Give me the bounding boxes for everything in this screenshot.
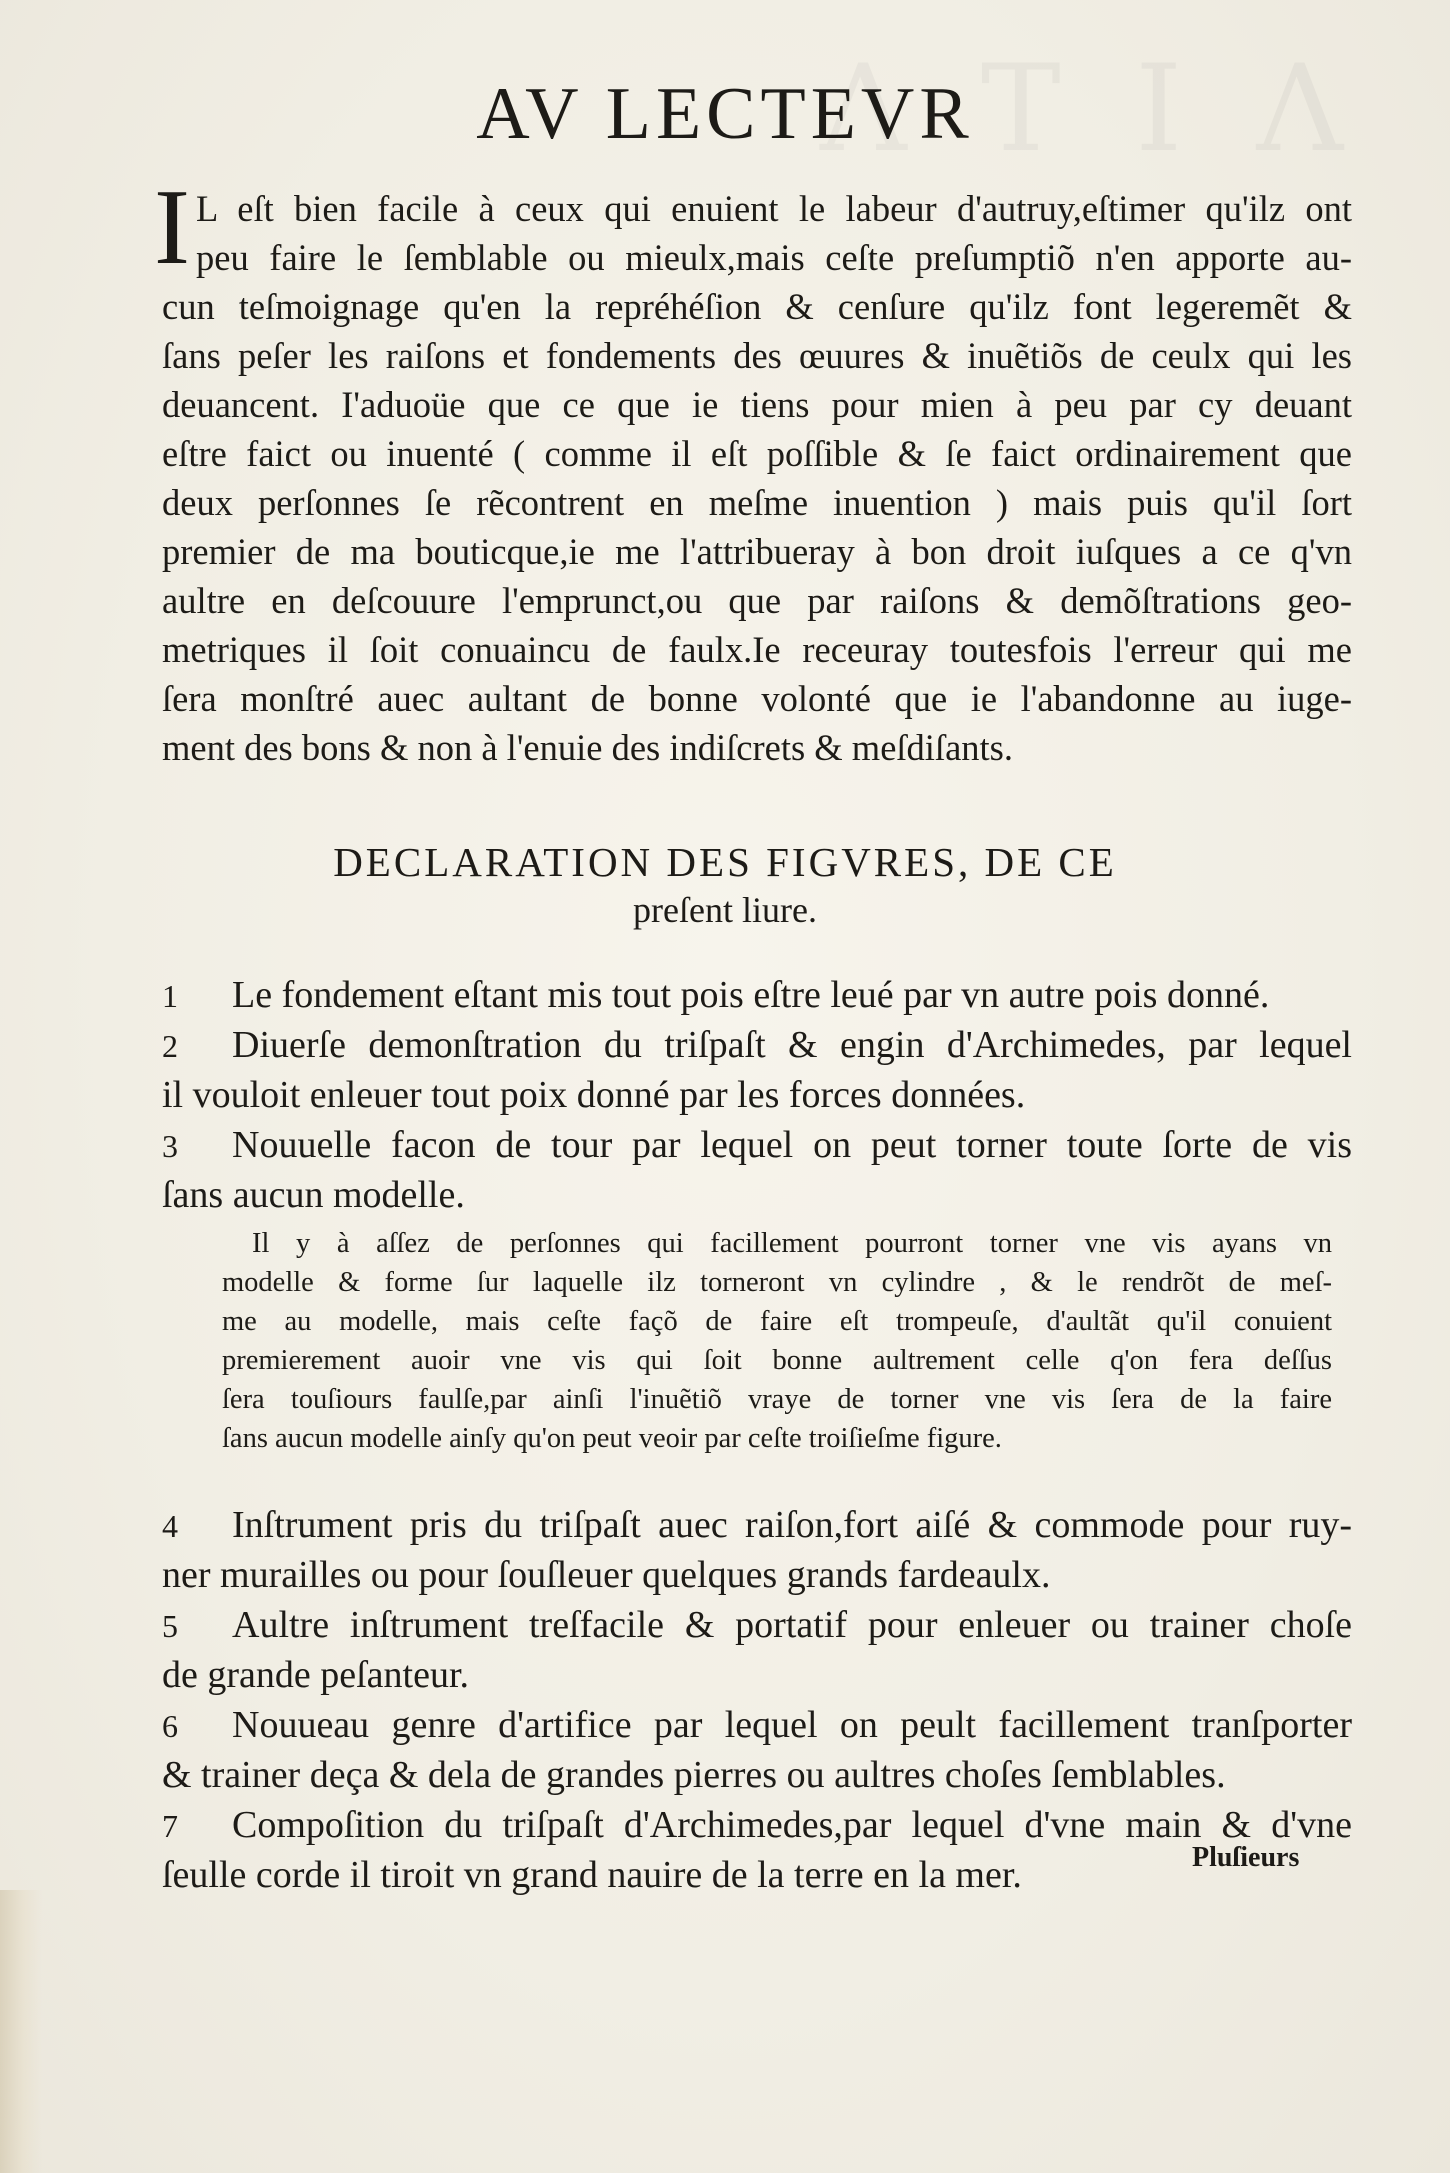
figure-item-line bbox=[162, 1120, 1352, 1170]
note-line: Il y à aſſez de perſonnes qui facillement pourront torner vne vis ayans vn bbox=[252, 1228, 1332, 1259]
intro-line: ſans peſer les raiſons et fondements des œuures & inuẽtiõs de ceulx qui les bbox=[162, 335, 1352, 376]
figure-number: 5 bbox=[162, 1608, 178, 1644]
figure-item-text: Le fondement eſtant mis tout pois eſtre leué par vn autre pois donné. bbox=[232, 974, 1270, 1016]
catchword: Pluſieurs bbox=[1192, 1842, 1300, 1873]
figure-item-line bbox=[162, 1500, 1352, 1550]
intro-line: deux perſonnes ſe rẽcontrent en meſme inuention ) mais puis qu'il ſort bbox=[162, 482, 1352, 523]
intro-line: ment des bons & non à l'enuie des indiſcrets & meſdiſants. bbox=[162, 727, 1013, 768]
intro-line: deuancent. I'aduoüe que ce que ie tiens pour mien à peu par cy deuant bbox=[162, 384, 1352, 425]
figure-item-text: de grande peſanteur. bbox=[162, 1654, 470, 1696]
figure-item-line bbox=[162, 1020, 1352, 1070]
figure-item-line bbox=[162, 1650, 1352, 1700]
figure-number: 4 bbox=[162, 1508, 178, 1544]
intro-lines bbox=[162, 184, 1352, 772]
section-heading bbox=[0, 836, 1450, 932]
section-subtitle: preſent liure. bbox=[633, 890, 817, 930]
figure-item-line bbox=[162, 1170, 1352, 1220]
intro-line: peu faire le ſemblable ou mieulx,mais ceſte preſumptiõ n'en apporte au- bbox=[196, 237, 1352, 278]
note-line: premierement auoir vne vis qui ſoit bonne aultrement celle q'on fera deſſus bbox=[222, 1345, 1332, 1376]
figure-item-text: Compoſition du triſpaſt d'Archimedes,par lequel d'vne main & d'vne bbox=[232, 1804, 1352, 1846]
figure-number: 6 bbox=[162, 1708, 178, 1744]
figure-item-text: il vouloit enleuer tout poix donné par les forces données. bbox=[162, 1074, 1026, 1116]
figure-item-text: Nouueau genre d'artifice par lequel on peult facillement tranſporter bbox=[232, 1704, 1352, 1746]
figure-item bbox=[162, 1700, 1352, 1800]
figure-item-text: ſans aucun modelle. bbox=[162, 1174, 465, 1216]
figure-item-text: ner murailles ou pour ſouſleuer quelques grands fardeaulx. bbox=[162, 1554, 1051, 1596]
figure-number: 7 bbox=[162, 1808, 178, 1844]
intro-line: metriques il ſoit conuaincu de faulx.Ie receuray toutesfois l'erreur qui me bbox=[162, 629, 1352, 670]
section-title: DECLARATION DES FIGVRES, DE CE bbox=[333, 839, 1117, 885]
figure-item-line bbox=[162, 1800, 1352, 1850]
figure-item-text: Aultre inſtrument treſfacile & portatif pour enleuer ou trainer choſe bbox=[232, 1604, 1352, 1646]
note-line: me au modelle, mais ceſte façõ de faire eſt trompeuſe, d'aultãt qu'il conuient bbox=[222, 1306, 1332, 1337]
figure-item-text: Inſtrument pris du triſpaſt auec raiſon,fort aiſé & commode pour ruy- bbox=[232, 1504, 1352, 1546]
page-title: AV LECTEVR bbox=[476, 73, 974, 155]
note-line: ſera touſiours faulſe,par ainſi l'inuẽtiõ vraye de torner vne vis ſera de la faire bbox=[222, 1384, 1332, 1415]
intro-line: ſera monſtré auec aultant de bonne volonté que ie l'abandonne au iuge- bbox=[162, 678, 1352, 719]
figure-item-text: & trainer deça & dela de grandes pierres ou aultres choſes ſemblables. bbox=[162, 1754, 1226, 1796]
figure-list bbox=[162, 970, 1352, 1900]
figure-item bbox=[162, 1120, 1352, 1458]
intro-paragraph bbox=[154, 168, 1352, 772]
figure-item-text: Nouuelle facon de tour par lequel on peut torner toute ſorte de vis bbox=[232, 1124, 1352, 1166]
figure-number: 1 bbox=[162, 978, 178, 1014]
figure-item-line bbox=[162, 1550, 1352, 1600]
figure-item-line bbox=[162, 1750, 1352, 1800]
worn-page-edge bbox=[0, 1890, 42, 2173]
note-line: modelle & forme ſur laquelle ilz torneront vn cylindre , & le rendrõt de meſ- bbox=[222, 1267, 1332, 1298]
figure-item-line bbox=[162, 1600, 1352, 1650]
intro-line: cun teſmoignage qu'en la repréhéſion & cenſure qu'ilz font legeremẽt & bbox=[162, 286, 1352, 327]
figure-item-line bbox=[162, 970, 1352, 1020]
figure-note bbox=[222, 1224, 1332, 1458]
figure-item-line bbox=[162, 1700, 1352, 1750]
intro-line: eſtre faict ou inuenté ( comme il eſt poſſible & ſe faict ordinairement que bbox=[162, 433, 1352, 474]
figure-item-text: ſeulle corde il tiroit vn grand nauire de la terre en la mer. bbox=[162, 1854, 1022, 1896]
drop-cap: I bbox=[154, 168, 190, 287]
figure-item-text: Diuerſe demonſtration du triſpaſt & engin d'Archimedes, par lequel bbox=[232, 1024, 1352, 1066]
figure-number: 2 bbox=[162, 1028, 178, 1064]
figure-item bbox=[162, 1800, 1352, 1900]
note-line: ſans aucun modelle ainſy qu'on peut veoir par ceſte troiſieſme figure. bbox=[222, 1423, 1002, 1454]
figure-item bbox=[162, 970, 1352, 1020]
figure-item bbox=[162, 1500, 1352, 1600]
intro-line: premier de ma bouticque,ie me l'attribueray à bon droit iuſques a ce q'vn bbox=[162, 531, 1352, 572]
figure-number: 3 bbox=[162, 1128, 178, 1164]
figure-item bbox=[162, 1600, 1352, 1700]
figure-item bbox=[162, 1020, 1352, 1120]
intro-line: L eſt bien facile à ceux qui enuient le labeur d'autruy,eſtimer qu'ilz ont bbox=[196, 188, 1352, 229]
figure-item-line bbox=[162, 1070, 1352, 1120]
figure-item-line bbox=[162, 1850, 1352, 1900]
intro-line: aultre en deſcouure l'emprunct,ou que par raiſons & demõſtrations geo- bbox=[162, 580, 1352, 621]
